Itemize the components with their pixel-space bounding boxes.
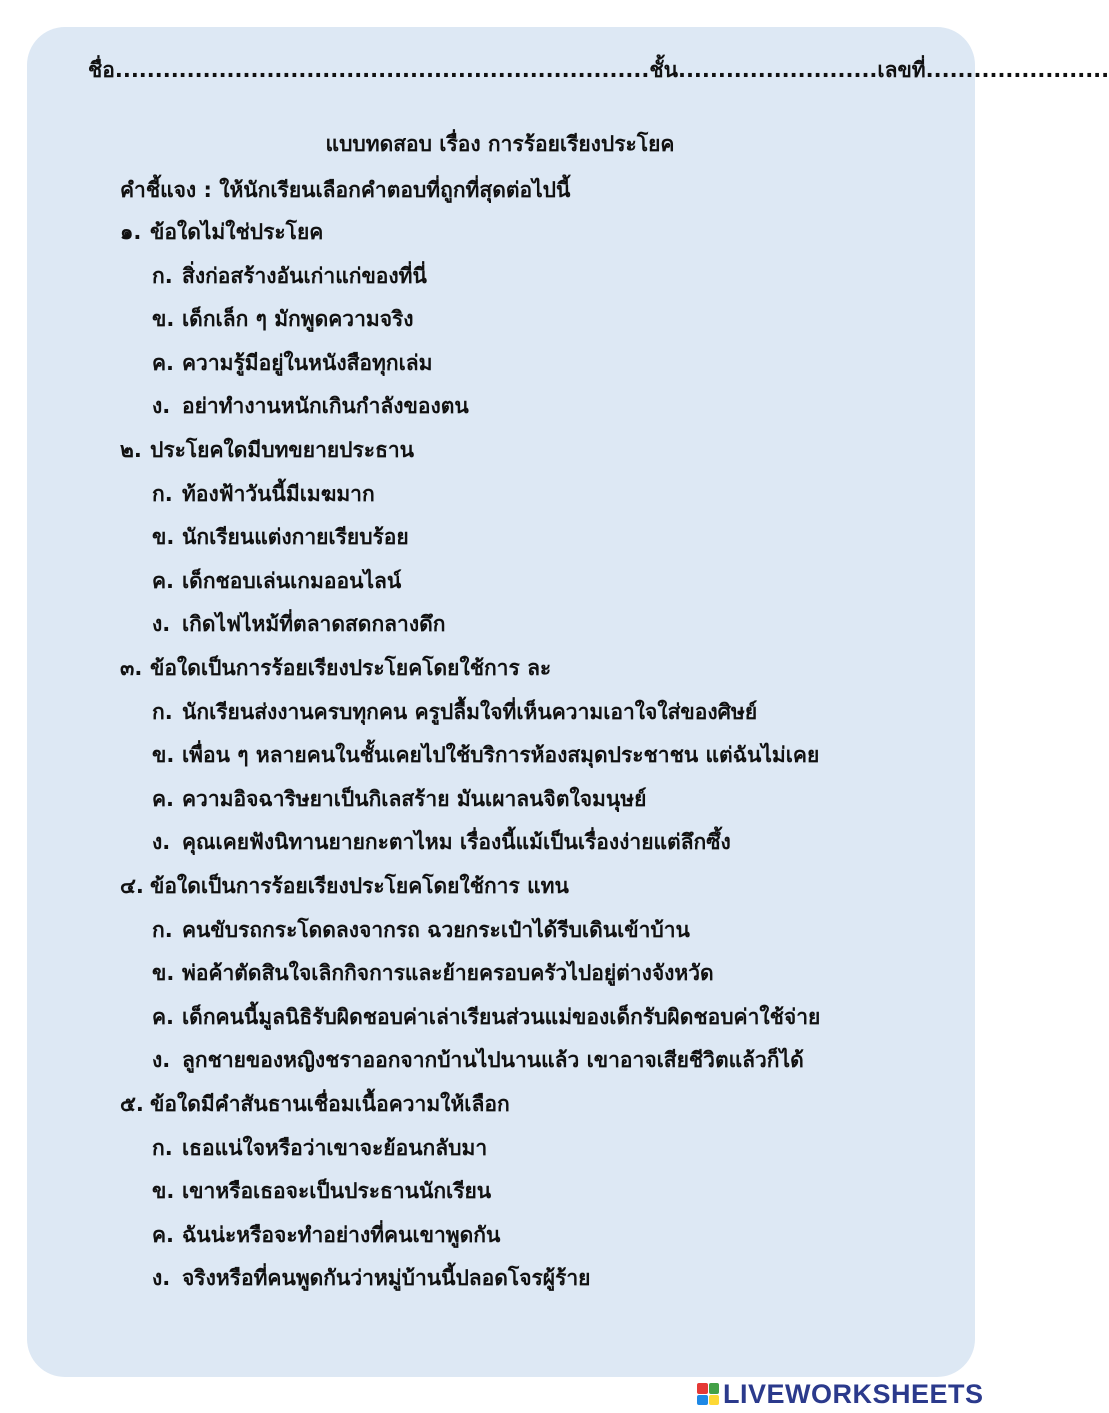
choice-text: คุณเคยฟังนิทานยายกะตาไหม เรื่องนี้แม้เป็นเรื่องง่ายแต่ลึกซึ้ง bbox=[182, 830, 731, 855]
choice-option[interactable] bbox=[152, 478, 375, 511]
choice-letter: ค. bbox=[152, 568, 175, 593]
choice-letter: ง. bbox=[152, 830, 171, 855]
choice-text: เขาหรือเธอจะเป็นประธานนักเรียน bbox=[182, 1179, 492, 1204]
choice-text: อย่าทำงานหนักเกินกำลังของตน bbox=[182, 394, 469, 419]
choice-text: นักเรียนแต่งกายเรียบร้อย bbox=[182, 525, 409, 550]
choice-text: จริงหรือที่คนพูดกันว่าหมู่บ้านนี้ปลอดโจรผู้ร้าย bbox=[182, 1266, 591, 1291]
question-text: ประโยคใดมีบทขยายประธาน bbox=[150, 438, 415, 462]
choice-option[interactable] bbox=[152, 565, 401, 598]
choice-option[interactable] bbox=[152, 390, 469, 423]
question-number: ๑. bbox=[120, 220, 142, 244]
choice-option[interactable] bbox=[152, 260, 427, 293]
choice-letter: ง. bbox=[152, 1048, 171, 1073]
logo-badge-icon bbox=[697, 1383, 719, 1405]
choice-text: ความรู้มีอยู่ในหนังสือทุกเล่ม bbox=[182, 350, 433, 375]
choice-option[interactable] bbox=[152, 826, 731, 859]
choice-text: ฉันน่ะหรือจะทำอย่างที่คนเขาพูดกัน bbox=[182, 1222, 501, 1247]
choice-letter: ก. bbox=[152, 917, 173, 942]
choice-text: นักเรียนส่งงานครบทุกคน ครูปลื้มใจที่เห็นความเอาใจใส่ของศิษย์ bbox=[182, 699, 758, 724]
choice-text: เธอแน่ใจหรือว่าเขาจะย้อนกลับมา bbox=[182, 1135, 488, 1160]
choice-letter: ก. bbox=[152, 1135, 173, 1160]
logo-text: LIVEWORKSHEETS bbox=[723, 1378, 984, 1409]
question-number: ๕. bbox=[120, 1092, 144, 1116]
choice-text: สิ่งก่อสร้างอันเก่าแก่ของที่นี่ bbox=[182, 263, 427, 288]
choice-option[interactable] bbox=[152, 696, 757, 729]
choice-option[interactable] bbox=[152, 608, 445, 641]
choice-letter: ง. bbox=[152, 1266, 171, 1291]
choice-letter: ข. bbox=[152, 1179, 175, 1204]
choice-option[interactable] bbox=[152, 1001, 820, 1034]
liveworksheets-logo bbox=[697, 1378, 984, 1410]
choice-option[interactable] bbox=[152, 783, 646, 816]
choice-option[interactable] bbox=[152, 1219, 500, 1252]
choice-letter: ค. bbox=[152, 786, 175, 811]
choice-option[interactable] bbox=[152, 957, 714, 990]
choice-text: เพื่อน ๆ หลายคนในชั้นเคยไปใช้บริการห้องสมุดประชาชน แต่ฉันไม่เคย bbox=[182, 743, 820, 768]
choice-text: เด็กชอบเล่นเกมออนไลน์ bbox=[182, 568, 402, 593]
choice-letter: ข. bbox=[152, 525, 175, 550]
choice-text: ลูกชายของหญิงชราออกจากบ้านไปนานแล้ว เขาอาจเสียชีวิตแล้วก็ได้ bbox=[182, 1048, 804, 1073]
choice-text: เด็กเล็ก ๆ มักพูดความจริง bbox=[182, 307, 414, 332]
question-number: ๒. bbox=[120, 438, 142, 462]
choice-option[interactable] bbox=[152, 914, 690, 947]
question-text: ข้อใดเป็นการร้อยเรียงประโยคโดยใช้การ ละ bbox=[150, 656, 552, 680]
question-4 bbox=[120, 870, 569, 903]
choice-letter: ง. bbox=[152, 612, 171, 637]
choice-letter: ก. bbox=[152, 481, 173, 506]
choice-option[interactable] bbox=[152, 1044, 804, 1077]
question-2 bbox=[120, 434, 414, 467]
choice-letter: ค. bbox=[152, 1222, 175, 1247]
question-5 bbox=[120, 1088, 510, 1121]
choice-text: ท้องฟ้าวันนี้มีเมฆมาก bbox=[182, 481, 375, 506]
choice-option[interactable] bbox=[152, 303, 414, 336]
choice-text: เกิดไฟไหม้ที่ตลาดสดกลางดึก bbox=[182, 612, 446, 637]
choice-text: เด็กคนนี้มูลนิธิรับผิดชอบค่าเล่าเรียนส่วนแม่ของเด็กรับผิดชอบค่าใช้จ่าย bbox=[182, 1004, 821, 1029]
choice-option[interactable] bbox=[152, 1132, 487, 1165]
choice-letter: ง. bbox=[152, 394, 171, 419]
choice-letter: ก. bbox=[152, 263, 173, 288]
choice-letter: ค. bbox=[152, 350, 175, 375]
question-number: ๓. bbox=[120, 656, 143, 680]
choice-text: ความอิจฉาริษยาเป็นกิเลสร้าย มันเผาลนจิตใจมนุษย์ bbox=[182, 786, 647, 811]
choice-letter: ข. bbox=[152, 307, 175, 332]
question-text: ข้อใดมีคำสันธานเชื่อมเนื้อความให้เลือก bbox=[150, 1092, 510, 1116]
choice-option[interactable] bbox=[152, 347, 432, 380]
instructions: คำชี้แจง : ให้นักเรียนเลือกคำตอบที่ถูกที่สุดต่อไปนี้ bbox=[120, 178, 571, 202]
choice-text: พ่อค้าตัดสินใจเลิกกิจการและย้ายครอบครัวไปอยู่ต่างจังหวัด bbox=[182, 961, 714, 986]
question-number: ๔. bbox=[120, 874, 144, 898]
choice-letter: ข. bbox=[152, 961, 175, 986]
question-3 bbox=[120, 652, 551, 685]
student-info-line: ชื่อ...................................................................ชั้น.........................เลขที่....................... bbox=[88, 58, 1109, 82]
choice-letter: ก. bbox=[152, 699, 173, 724]
question-text: ข้อใดเป็นการร้อยเรียงประโยคโดยใช้การ แทน bbox=[150, 874, 569, 898]
question-1 bbox=[120, 216, 323, 249]
choice-option[interactable] bbox=[152, 521, 409, 554]
choice-letter: ค. bbox=[152, 1004, 175, 1029]
question-text: ข้อใดไม่ใช่ประโยค bbox=[150, 220, 324, 244]
choice-option[interactable] bbox=[152, 1262, 590, 1295]
choice-option[interactable] bbox=[152, 739, 819, 772]
choice-letter: ข. bbox=[152, 743, 175, 768]
choice-option[interactable] bbox=[152, 1175, 491, 1208]
page-title: แบบทดสอบ เรื่อง การร้อยเรียงประโยค bbox=[325, 132, 675, 156]
choice-text: คนขับรถกระโดดลงจากรถ ฉวยกระเป๋าได้รีบเดินเข้าบ้าน bbox=[182, 917, 690, 942]
